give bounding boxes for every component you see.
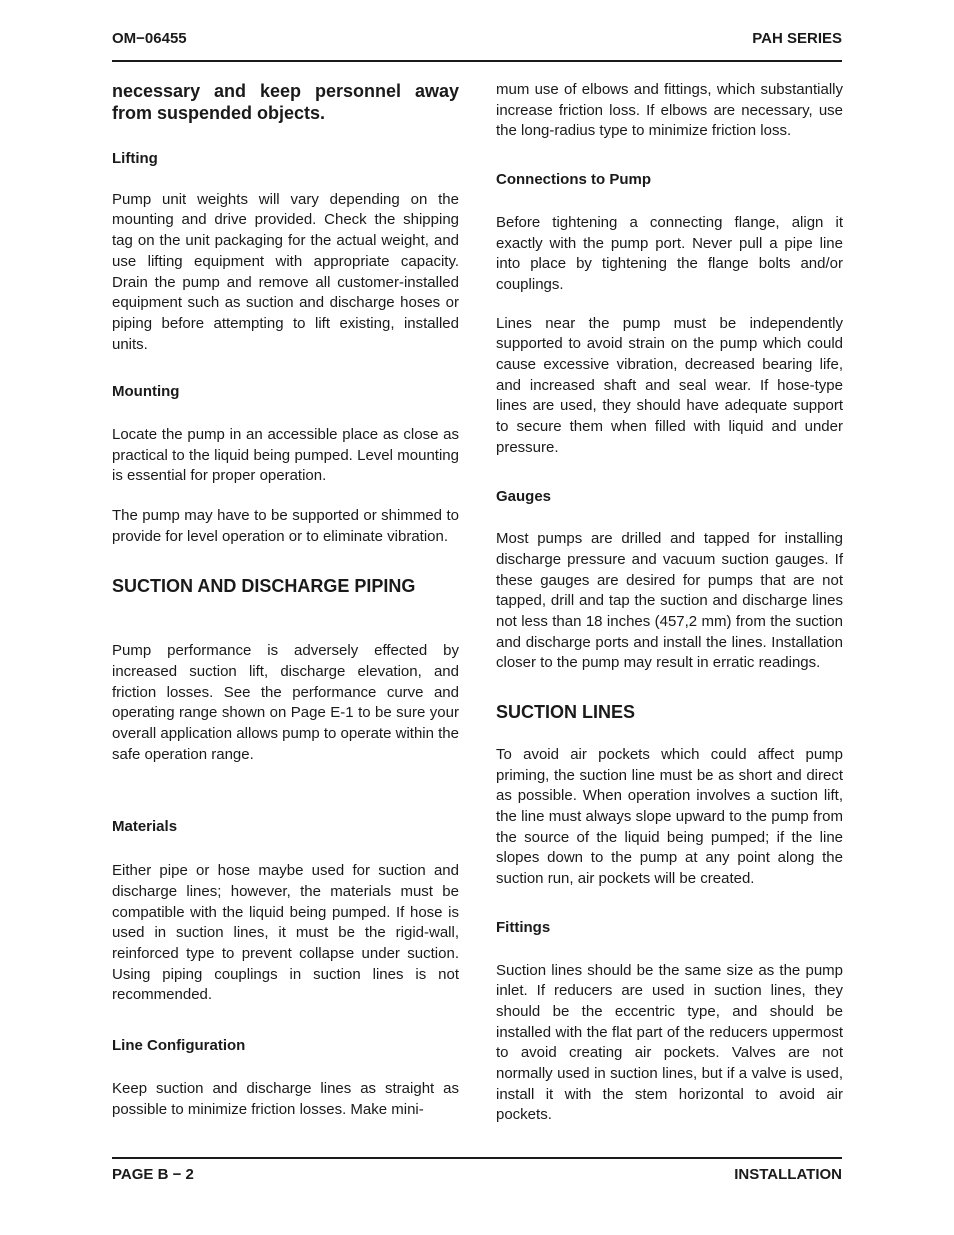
heading-line-configuration: Line Configuration: [112, 1037, 246, 1055]
paragraph-materials: Either pipe or hose maybe used for suction and discharge lines; however, the materials must be compatible with the liquid being pumped. If hose is used in suction lines, it must be the rigid-wall, reinforced type to prevent collapse under suction. Using piping couplings in suction lines is not recommended.: [112, 862, 459, 1004]
paragraph-connections-1: Before tightening a connecting flange, align it exactly with the pump port. Never pull a pipe line into place by tightening the flange bolts and/or couplings.: [496, 213, 843, 293]
heading-suction-discharge-piping: SUCTION AND DISCHARGE PIPING: [112, 575, 416, 596]
paragraph-connections-2: Lines near the pump must be independently supported to avoid strain on the pump which could cause excessive vibration, decreased bearing life, and increased shaft and seal wear. If hose-type lines are used, they should have adequate support to secure them when filled with liquid and under pressure.: [496, 314, 843, 456]
heading-suction-lines: SUCTION LINES: [496, 702, 636, 723]
header-rule: [112, 60, 842, 62]
paragraph-piping: Pump performance is adversely effected by increased suction lift, discharge elevation, and friction losses. See the performance curve and operating range shown on Page E-1 to be sure your overall application allows pump to operate within the safe operation range.: [112, 642, 459, 763]
paragraph-mounting-2: The pump may have to be supported or shimmed to provide for level operation or to eliminate vibration.: [112, 507, 459, 545]
paragraph-line-configuration: Keep suction and discharge lines as straight as possible to minimize friction losses. Make mini-: [112, 1079, 459, 1118]
series-name: PAH SERIES: [752, 30, 842, 47]
paragraph-mounting-1: Locate the pump in an accessible place as close as practical to the liquid being pumped. Level mounting is essential for proper operation.: [112, 426, 459, 485]
continued-warning: necessary and keep personnel away from suspended objects.: [112, 81, 459, 123]
section-name: INSTALLATION: [734, 1166, 842, 1183]
heading-fittings: Fittings: [496, 918, 551, 936]
footer-rule: [112, 1157, 842, 1159]
heading-gauges: Gauges: [496, 487, 552, 505]
paragraph-gauges: Most pumps are drilled and tapped for installing discharge pressure and vacuum suction gauges. If these gauges are desired for pumps that are not tapped, drill and tap the suction and discharge lines not less than 18 inches (457,2 mm) from the suction and discharge ports and install the lines. Installation closer to the pump may result in erratic readings.: [496, 530, 843, 672]
paragraph-elbows-continued: mum use of elbows and fittings, which substantially increase friction loss. If elbows are necessary, use the long-radius type to minimize friction loss.: [496, 81, 843, 140]
heading-materials: Materials: [112, 818, 178, 836]
page-number: PAGE B − 2: [112, 1166, 194, 1183]
heading-mounting: Mounting: [112, 383, 180, 401]
right-column: [496, 80, 843, 1126]
document-number: OM−06455: [112, 30, 187, 47]
heading-connections-to-pump: Connections to Pump: [496, 171, 651, 189]
heading-lifting: Lifting: [112, 150, 158, 167]
paragraph-lifting: Pump unit weights will vary depending on the mounting and drive provided. Check the shipping tag on the unit packaging for the actual weight, and use lifting equipment with appropriate capacity. Drain the pump and remove all customer-installed equipment such as suction and discharge hoses or piping before attempting to lift existing, installed units.: [112, 190, 459, 353]
paragraph-fittings: Suction lines should be the same size as the pump inlet. If reducers are used in suction lines, they should be the eccentric type, and should be installed with the flat part of the reducers uppermost to avoid creating air pockets. Valves are not normally used in suction lines, but if a valve is used, install it with the stem horizontal to avoid air pockets.: [496, 961, 843, 1124]
paragraph-suction-lines: To avoid air pockets which could affect pump priming, the suction line must be as short and direct as possible. When operation involves a suction lift, the line must always slope upward to the pump from the source of the liquid being pumped; if the line slopes down to the pump at any point along the suction run, air pockets will be created.: [496, 745, 843, 888]
left-column: [112, 80, 459, 1120]
